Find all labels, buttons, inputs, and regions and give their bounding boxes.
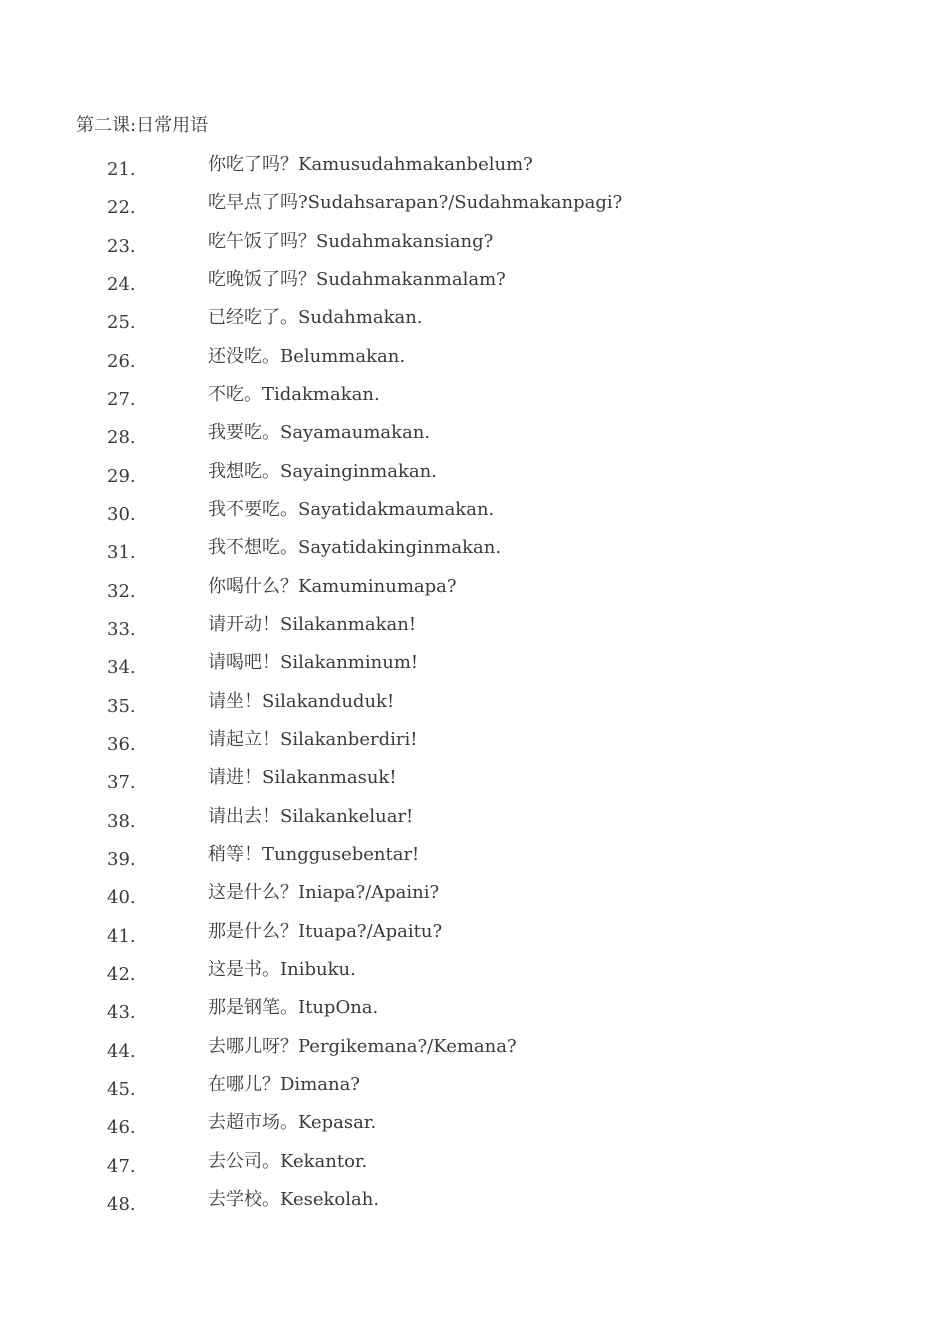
phrase-item <box>0 1186 950 1224</box>
phrase-list <box>0 151 950 1224</box>
phrase-text: 还没吃。Belummakan. <box>208 345 406 367</box>
phrase-item <box>0 266 950 304</box>
phrase-number: 47. <box>107 1155 136 1177</box>
phrase-item <box>0 918 950 956</box>
phrase-text: 那是钢笔。ItupOna. <box>208 997 379 1019</box>
phrase-number: 30. <box>107 503 136 525</box>
phrase-text: 在哪儿？Dimana? <box>208 1073 360 1095</box>
phrase-text: 这是什么？Iniapa?/Apaini? <box>208 882 440 904</box>
phrase-number: 26. <box>107 350 136 372</box>
phrase-number: 42. <box>107 963 136 985</box>
phrase-text: 这是书。Inibuku. <box>208 958 356 980</box>
phrase-text: 我要吃。Sayamaumakan. <box>208 422 431 444</box>
phrase-item <box>0 726 950 764</box>
phrase-number: 46. <box>107 1117 136 1139</box>
phrase-item <box>0 304 950 342</box>
phrase-text: 请坐！Silakanduduk! <box>208 690 395 712</box>
phrase-item <box>0 573 950 611</box>
phrase-text: 那是什么？Ituapa?/Apaitu? <box>208 920 443 942</box>
phrase-text: 你吃了吗？Kamusudahmakanbelum? <box>208 154 533 175</box>
phrase-text: 请出去！Silakankeluar! <box>208 805 414 827</box>
phrase-number: 33. <box>107 618 136 640</box>
phrase-number: 44. <box>107 1040 136 1062</box>
phrase-item <box>0 1109 950 1147</box>
phrase-item <box>0 151 950 189</box>
phrase-item <box>0 994 950 1032</box>
phrase-text: 你喝什么？Kamuminumapa? <box>208 575 457 597</box>
phrase-item <box>0 879 950 917</box>
phrase-item <box>0 649 950 687</box>
phrase-item <box>0 228 950 266</box>
phrase-item <box>0 189 950 227</box>
phrase-number: 27. <box>107 388 136 410</box>
phrase-text: 吃午饭了吗？Sudahmakansiang? <box>208 230 494 252</box>
phrase-item <box>0 841 950 879</box>
phrase-text: 已经吃了。Sudahmakan. <box>208 307 423 329</box>
phrase-item <box>0 1033 950 1071</box>
phrase-number: 24. <box>107 273 136 295</box>
phrase-number: 39. <box>107 848 136 870</box>
phrase-item <box>0 611 950 649</box>
phrase-text: 请进！Silakanmasuk! <box>208 767 397 789</box>
phrase-text: 吃晚饭了吗？Sudahmakanmalam? <box>208 268 506 290</box>
phrase-text: 去哪儿呀？Pergikemana?/Kemana? <box>208 1035 517 1057</box>
phrase-text: 去公司。Kekantor. <box>208 1150 368 1172</box>
phrase-text: 不吃。Tidakmakan. <box>208 383 380 405</box>
phrase-text: 请起立！Silakanberdiri! <box>208 728 418 750</box>
phrase-item <box>0 764 950 802</box>
phrase-item <box>0 1071 950 1109</box>
phrase-item <box>0 381 950 419</box>
phrase-item <box>0 803 950 841</box>
phrase-text: 我不想吃。Sayatidakinginmakan. <box>208 537 502 559</box>
phrase-number: 35. <box>107 695 136 717</box>
phrase-number: 32. <box>107 580 136 602</box>
phrase-text: 请喝吧！Silakanminum! <box>208 652 419 674</box>
phrase-number: 23. <box>107 235 136 257</box>
phrase-number: 31. <box>107 542 136 564</box>
phrase-number: 34. <box>107 657 136 679</box>
phrase-text: 去超市场。Kepasar. <box>208 1112 377 1134</box>
phrase-item <box>0 458 950 496</box>
phrase-item <box>0 956 950 994</box>
phrase-text: 去学校。Kesekolah. <box>208 1188 380 1210</box>
phrase-item <box>0 534 950 572</box>
phrase-number: 29. <box>107 465 136 487</box>
phrase-text: 请开动！Silakanmakan! <box>208 613 417 635</box>
phrase-number: 45. <box>107 1078 136 1100</box>
phrase-number: 25. <box>107 312 136 334</box>
phrase-text: 稍等！Tunggusebentar! <box>208 843 420 865</box>
phrase-number: 36. <box>107 733 136 755</box>
phrase-number: 38. <box>107 810 136 832</box>
phrase-item <box>0 688 950 726</box>
lesson-title: 第二课:日常用语 <box>76 115 209 136</box>
phrase-text: 我不要吃。Sayatidakmaumakan. <box>208 498 495 520</box>
phrase-number: 43. <box>107 1002 136 1024</box>
phrase-number: 41. <box>107 925 136 947</box>
phrase-item <box>0 1148 950 1186</box>
phrase-number: 21. <box>107 159 136 180</box>
phrase-number: 48. <box>107 1193 136 1215</box>
phrase-number: 22. <box>107 197 136 219</box>
phrase-item <box>0 343 950 381</box>
phrase-item <box>0 419 950 457</box>
phrase-text: 我想吃。Sayainginmakan. <box>208 460 437 482</box>
phrase-number: 28. <box>107 427 136 449</box>
phrase-item <box>0 496 950 534</box>
phrase-number: 40. <box>107 887 136 909</box>
phrase-text: 吃早点了吗?Sudahsarapan?/Sudahmakanpagi? <box>208 192 623 214</box>
phrase-number: 37. <box>107 772 136 794</box>
